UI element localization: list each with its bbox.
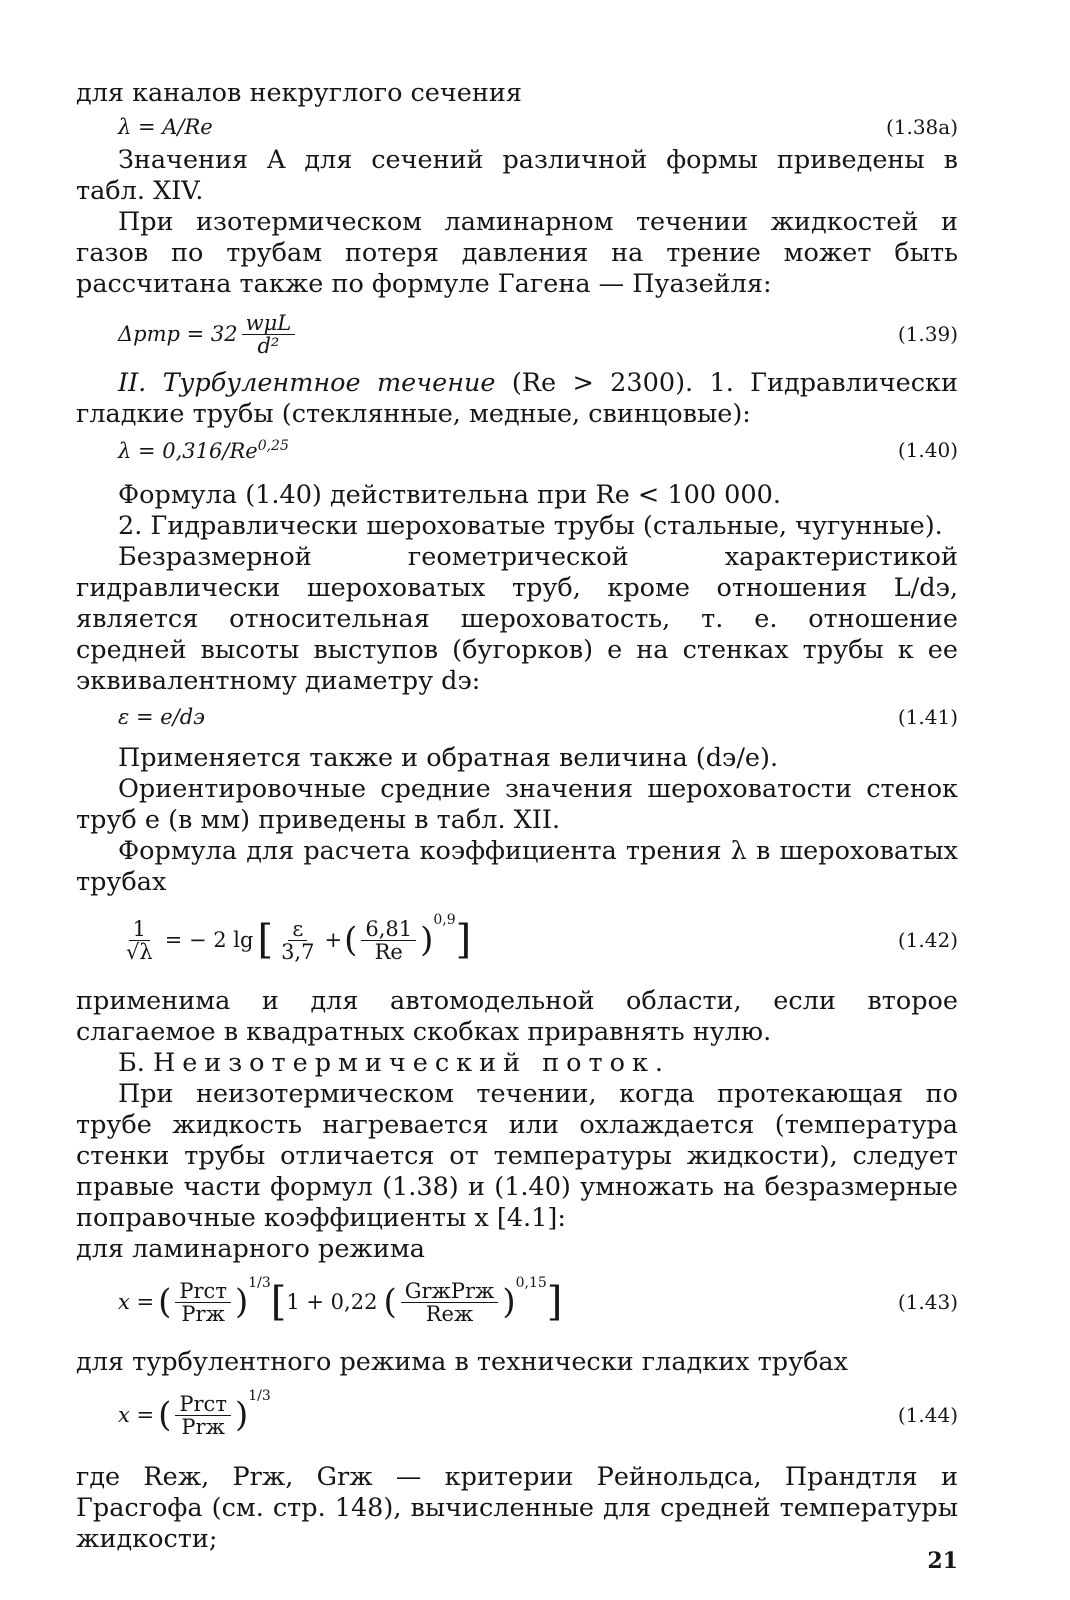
formula-text: 1 + 0,22 [286,1290,378,1314]
exponent: 1/3 [248,1275,271,1291]
fraction [242,312,296,357]
paren: ( [344,920,358,960]
numerator: Prст [175,1393,231,1416]
equation-number: (1.38а) [885,115,958,139]
formula: ε = e/dэ [118,705,205,729]
formula: λ = A/Re [118,115,213,139]
text-line: для каналов некруглого сечения [76,78,522,108]
bracket: ] [546,1279,563,1325]
section-letter: Б. [118,1048,153,1078]
paragraph: 2. Гидравлически шероховатые трубы (стальные, чугунные). [118,511,943,541]
operator: + [324,928,343,952]
equation-1-43 [76,1265,958,1339]
equation-1-38a [76,109,958,145]
paragraph: При изотермическом ламинарном течении жидкостей и газов по трубам потеря давления на трение может быть рассчитана также по формуле Гагена — Пуазейля: [76,207,958,299]
page-number: 21 [927,1548,958,1574]
bracket: [ [270,1279,287,1325]
denominator: √λ [126,939,153,964]
formula-text: = − 2 lg [164,928,254,952]
text-line: для турбулентного режима в технически гладких трубах [76,1347,849,1377]
paren: ) [234,1395,249,1435]
equation-number: (1.44) [897,1403,958,1427]
denominator: d² [257,333,280,358]
paragraph: Безразмерной геометрической характеристикой гидравлически шероховатых труб, кроме отношения L/dэ, является относительная шероховатость, т. е. отношение средней высоты выступов (бугорков) e на стенках трубы к ее эквивалентному диаметру dэ: [76,542,958,696]
exponent: 1/3 [248,1388,271,1404]
formula-lhs: Δpтр = 32 [118,322,238,346]
italic-heading: II. Турбулентное течение [118,368,496,398]
paragraph-text: (Re > 2300). 1. Гидравлически гладкие трубы (стеклянные, медные, свинцовые): [76,368,958,429]
exponent: 0,9 [433,912,456,928]
formula [118,438,289,463]
paren: ) [420,920,434,960]
numerator: 1 [129,918,150,941]
equation-1-41 [76,697,958,737]
numerator: 6,81 [361,918,416,941]
fraction [401,1280,499,1325]
fraction [175,1280,231,1325]
paragraph: Формула для расчета коэффициента трения λ в шероховатых трубах [76,836,958,897]
fraction [122,918,157,963]
numerator: Prст [175,1280,231,1303]
formula-lhs: x = [118,1290,155,1314]
paragraph: применима и для автомодельной области, если второе слагаемое в квадратных скобках приравнять нулю. [76,986,958,1047]
paren: ( [383,1282,397,1322]
equation-number: (1.41) [897,705,958,729]
numerator: ε [288,918,307,941]
denominator: 3,7 [281,939,315,964]
denominator: Reж [425,1301,474,1326]
paragraph: Ориентировочные средние значения шероховатости стенок труб e (в мм) приведены в табл. XII. [76,774,958,835]
bracket: ] [455,917,472,963]
paragraph: Значения A для сечений различной формы приведены в табл. XIV. [76,145,958,206]
paren: ) [234,1282,249,1322]
denominator: Prж [181,1301,225,1326]
numerator: wμL [242,312,296,335]
equation-1-39 [76,300,958,368]
fraction [175,1393,231,1438]
equation-1-42 [76,898,958,982]
fraction [361,918,416,963]
paren: ( [158,1282,172,1322]
paragraph: Применяется также и обратная величина (dэ/e). [118,743,779,773]
paragraph: где Reж, Prж, Grж — критерии Рейнольдса, Прандтля и Грасгофа (см. стр. 148), вычисленные для средней температуры жидкости; [76,1462,958,1554]
denominator: Re [374,939,403,964]
exponent: 0,15 [515,1275,547,1291]
paren: ( [158,1395,172,1435]
text-line: для ламинарного режима [76,1234,425,1264]
equation-number: (1.40) [897,438,958,462]
formula-text: λ = 0,316/Re [118,438,258,463]
equation-1-40 [76,430,958,470]
paren: ) [502,1282,516,1322]
paragraph: При неизотермическом течении, когда протекающая по трубе жидкость нагревается или охлаждается (температура стенки трубы отличается от температуры жидкости), следует правые части формул (1.38) и (1.40) умножать на безразмерные поправочные коэффициенты x [4.1]: [76,1079,958,1233]
equation-1-44 [76,1378,958,1452]
fraction [277,918,318,963]
equation-number: (1.43) [897,1290,958,1314]
section-title: Неизотермический поток. [152,1048,671,1078]
numerator: GrжPrж [401,1280,499,1303]
paragraph: Формула (1.40) действительна при Re < 100 000. [118,480,781,510]
denominator: Prж [181,1414,225,1439]
equation-number: (1.42) [897,928,958,952]
bracket: [ [257,917,274,963]
paragraph [76,368,958,430]
formula-lhs: x = [118,1403,155,1427]
section-heading [76,1048,958,1079]
equation-number: (1.39) [897,322,958,346]
exponent: 0,25 [257,437,289,454]
